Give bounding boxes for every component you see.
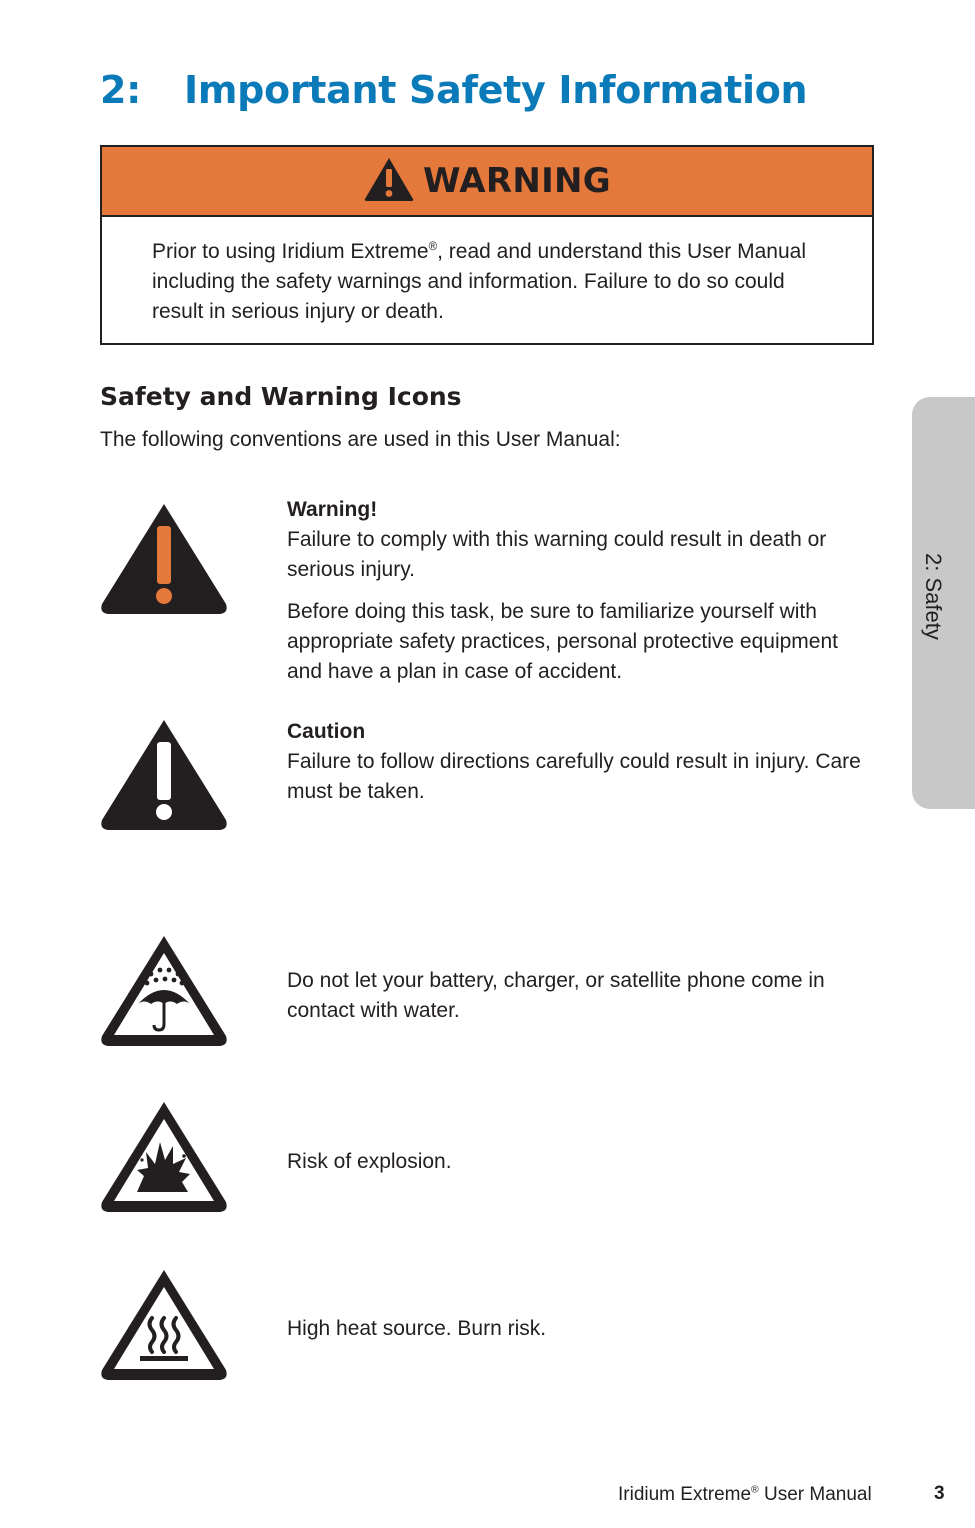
explosion-paragraph: Risk of explosion. (287, 1150, 452, 1173)
chapter-title (100, 68, 807, 112)
warning-triangle-icon (100, 502, 228, 616)
hot-surface-icon (100, 1268, 228, 1382)
chapter-title-text: Important Safety Information (184, 68, 808, 112)
explosion-description (287, 1147, 877, 1177)
footer-manual-title: Iridium Extreme® User Manual (618, 1484, 872, 1505)
warning-box (100, 145, 874, 345)
caution-description (287, 717, 877, 807)
side-tab-label: 2: Safety (921, 553, 946, 640)
warning-title: Warning! (287, 498, 378, 521)
heat-paragraph: High heat source. Burn risk. (287, 1317, 547, 1340)
heat-description (287, 1314, 877, 1344)
chapter-number: 2: (100, 68, 142, 112)
section-intro: The following conventions are used in this User Manual: (100, 428, 621, 451)
water-umbrella-icon (100, 934, 228, 1048)
section-heading: Safety and Warning Icons (100, 382, 462, 411)
water-description (287, 966, 877, 1026)
caution-triangle-icon (100, 718, 228, 832)
caution-title: Caution (287, 720, 366, 743)
warning-paragraph-2: Before doing this task, be sure to familiarize yourself with appropriate safety practices, personal protective equipment and have a plan in case of accident. (287, 600, 838, 683)
warning-body-text: Prior to using Iridium Extreme®, read and understand this User Manual including the safety warnings and information. Failure to do so could result in serious injury or death. (152, 240, 806, 323)
warning-header (102, 147, 872, 217)
caution-paragraph: Failure to follow directions carefully could result in injury. Care must be taken. (287, 750, 861, 803)
explosion-icon (100, 1100, 228, 1214)
warning-paragraph-1: Failure to comply with this warning could result in death or serious injury. (287, 528, 827, 581)
warning-label: WARNING (422, 161, 612, 201)
warning-header-icon (363, 156, 415, 202)
water-paragraph: Do not let your battery, charger, or satellite phone come in contact with water. (287, 969, 825, 1022)
page-number: 3 (934, 1483, 945, 1504)
warning-description (287, 495, 877, 687)
